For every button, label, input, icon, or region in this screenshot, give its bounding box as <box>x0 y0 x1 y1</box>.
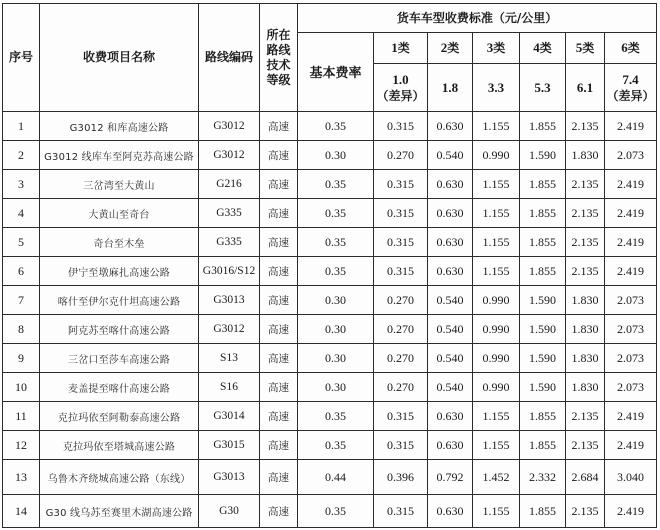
cell-route-code: S16 <box>199 373 260 402</box>
cell-class-1: 0.270 <box>374 344 428 373</box>
cell-route-code: G3013 <box>199 460 260 495</box>
cell-class-6: 2.419 <box>605 431 657 460</box>
cell-class-3: 1.452 <box>473 460 520 495</box>
cell-class-3: 1.155 <box>473 170 520 199</box>
cell-road-grade: 高速 <box>260 286 298 315</box>
cell-base-rate: 0.30 <box>298 286 374 315</box>
cell-class-2: 0.792 <box>428 460 473 495</box>
cell-base-rate: 0.35 <box>298 112 374 141</box>
cell-class-4: 1.590 <box>520 141 566 170</box>
cell-road-grade: 高速 <box>260 141 298 170</box>
cell-class-3: 0.990 <box>473 286 520 315</box>
cell-class-1: 0.270 <box>374 373 428 402</box>
header-class-1-rate <box>374 64 428 112</box>
cell-class-1: 0.270 <box>374 315 428 344</box>
cell-route-code: G3012 <box>199 315 260 344</box>
cell-class-2: 0.630 <box>428 402 473 431</box>
table-row <box>3 402 657 431</box>
cell-route-code: G3012 <box>199 141 260 170</box>
cell-class-3: 1.155 <box>473 257 520 286</box>
cell-class-3: 0.990 <box>473 315 520 344</box>
cell-route-code: G216 <box>199 170 260 199</box>
header-road-grade-line: 等级 <box>266 72 291 87</box>
cell-class-6: 2.073 <box>605 141 657 170</box>
header-standard-title: 货车车型收费标准（元/公里） <box>298 4 657 33</box>
cell-class-2: 0.540 <box>428 373 473 402</box>
cell-class-5: 1.830 <box>566 344 605 373</box>
cell-project-name: 阿克苏至喀什高速公路 <box>40 315 199 344</box>
cell-base-rate: 0.35 <box>298 402 374 431</box>
cell-class-2: 0.630 <box>428 257 473 286</box>
cell-project-name: 乌鲁木齐绕城高速公路（东线） <box>40 460 199 495</box>
cell-class-6: 2.073 <box>605 286 657 315</box>
cell-class-1: 0.270 <box>374 286 428 315</box>
header-class-5-rate: 6.1 <box>566 64 605 112</box>
cell-class-2: 0.540 <box>428 344 473 373</box>
cell-base-rate: 0.30 <box>298 141 374 170</box>
cell-class-5: 1.830 <box>566 141 605 170</box>
cell-class-4: 1.855 <box>520 228 566 257</box>
cell-base-rate: 0.35 <box>298 170 374 199</box>
header-road-grade <box>260 4 298 112</box>
cell-route-code: G3013 <box>199 286 260 315</box>
header-route-code: 路线编码 <box>199 4 260 112</box>
header-project-name: 收费项目名称 <box>40 4 199 112</box>
class-unit: 类 <box>493 41 506 55</box>
cell-route-code: G3016/S12 <box>199 257 260 286</box>
table-row <box>3 315 657 344</box>
cell-project-name: 三岔口至莎车高速公路 <box>40 344 199 373</box>
cell-class-4: 1.590 <box>520 373 566 402</box>
cell-project-name: 三岔湾至大黄山 <box>40 170 199 199</box>
class-rate-value: 1.0 <box>392 71 409 87</box>
cell-road-grade: 高速 <box>260 257 298 286</box>
cell-class-1: 0.315 <box>374 431 428 460</box>
header-class-6-rate <box>605 64 657 112</box>
table-row <box>3 495 657 528</box>
cell-seq: 8 <box>3 315 40 344</box>
cell-class-6: 2.419 <box>605 199 657 228</box>
class-number: 4 <box>533 40 540 55</box>
cell-project-name: 奇台至木垒 <box>40 228 199 257</box>
cell-class-6: 2.073 <box>605 373 657 402</box>
class-number: 6 <box>621 40 628 55</box>
header-base-rate: 基本费率 <box>298 33 374 112</box>
cell-route-code: G335 <box>199 199 260 228</box>
cell-seq: 2 <box>3 141 40 170</box>
cell-project-name: 伊宁至墩麻扎高速公路 <box>40 257 199 286</box>
cell-class-3: 0.990 <box>473 344 520 373</box>
cell-base-rate: 0.35 <box>298 257 374 286</box>
header-row-top <box>3 4 657 33</box>
cell-class-2: 0.630 <box>428 170 473 199</box>
cell-seq: 7 <box>3 286 40 315</box>
cell-class-3: 1.155 <box>473 228 520 257</box>
cell-class-5: 2.135 <box>566 257 605 286</box>
header-class-1 <box>374 33 428 64</box>
cell-project-name: 大黄山至奇台 <box>40 199 199 228</box>
cell-seq: 4 <box>3 199 40 228</box>
cell-class-1: 0.315 <box>374 495 428 528</box>
header-class-5 <box>566 33 605 64</box>
class-number: 3 <box>486 40 494 55</box>
cell-class-1: 0.315 <box>374 228 428 257</box>
cell-project-name: G3012 线库车至阿克苏高速公路 <box>40 141 199 170</box>
table-row <box>3 373 657 402</box>
table-row <box>3 141 657 170</box>
header-road-grade-line: 所在 <box>266 27 291 42</box>
cell-class-1: 0.396 <box>374 460 428 495</box>
cell-base-rate: 0.30 <box>298 373 374 402</box>
table-row <box>3 286 657 315</box>
cell-class-4: 1.590 <box>520 315 566 344</box>
class-rate-note: （差异） <box>606 88 655 103</box>
class-number: 2 <box>440 40 448 55</box>
cell-class-1: 0.315 <box>374 402 428 431</box>
cell-road-grade: 高速 <box>260 344 298 373</box>
table-row <box>3 228 657 257</box>
cell-seq: 10 <box>3 373 40 402</box>
cell-class-2: 0.630 <box>428 431 473 460</box>
cell-project-name: G30 线乌苏至赛里木湖高速公路 <box>40 495 199 528</box>
cell-seq: 14 <box>3 495 40 528</box>
cell-class-1: 0.315 <box>374 170 428 199</box>
cell-base-rate: 0.44 <box>298 460 374 495</box>
header-seq: 序号 <box>3 4 40 112</box>
class-rate-value: 7.4 <box>622 71 639 87</box>
cell-seq: 3 <box>3 170 40 199</box>
cell-road-grade: 高速 <box>260 170 298 199</box>
cell-road-grade: 高速 <box>260 431 298 460</box>
cell-class-3: 1.155 <box>473 199 520 228</box>
cell-base-rate: 0.35 <box>298 495 374 528</box>
table-row <box>3 460 657 495</box>
cell-class-4: 1.590 <box>520 344 566 373</box>
cell-class-3: 0.990 <box>473 373 520 402</box>
cell-base-rate: 0.30 <box>298 344 374 373</box>
cell-class-6: 2.073 <box>605 315 657 344</box>
cell-class-4: 1.855 <box>520 431 566 460</box>
cell-road-grade: 高速 <box>260 495 298 528</box>
cell-class-2: 0.540 <box>428 141 473 170</box>
cell-base-rate: 0.35 <box>298 228 374 257</box>
cell-route-code: G3014 <box>199 402 260 431</box>
cell-class-6: 2.073 <box>605 344 657 373</box>
cell-class-4: 1.855 <box>520 495 566 528</box>
cell-base-rate: 0.30 <box>298 315 374 344</box>
header-road-grade-line: 技术 <box>266 57 291 72</box>
cell-road-grade: 高速 <box>260 228 298 257</box>
header-class-2 <box>428 33 473 64</box>
cell-route-code: G3015 <box>199 431 260 460</box>
cell-road-grade: 高速 <box>260 315 298 344</box>
cell-class-6: 2.419 <box>605 228 657 257</box>
cell-class-6: 2.419 <box>605 402 657 431</box>
cell-class-4: 1.855 <box>520 402 566 431</box>
cell-class-1: 0.315 <box>374 199 428 228</box>
class-number: 5 <box>575 40 583 55</box>
cell-class-4: 1.855 <box>520 257 566 286</box>
cell-project-name: 克拉玛依至阿勒泰高速公路 <box>40 402 199 431</box>
table-row <box>3 257 657 286</box>
cell-class-5: 2.135 <box>566 199 605 228</box>
table-body <box>3 112 657 528</box>
cell-class-5: 2.135 <box>566 112 605 141</box>
class-unit: 类 <box>539 41 552 55</box>
cell-class-2: 0.630 <box>428 495 473 528</box>
cell-class-2: 0.540 <box>428 315 473 344</box>
header-class-4-rate: 5.3 <box>520 64 566 112</box>
cell-class-5: 2.135 <box>566 228 605 257</box>
table-row <box>3 112 657 141</box>
cell-class-5: 2.684 <box>566 460 605 495</box>
cell-class-4: 1.855 <box>520 112 566 141</box>
cell-road-grade: 高速 <box>260 402 298 431</box>
cell-seq: 1 <box>3 112 40 141</box>
cell-seq: 5 <box>3 228 40 257</box>
cell-project-name: 麦盖提至喀什高速公路 <box>40 373 199 402</box>
class-unit: 类 <box>627 41 640 55</box>
cell-class-1: 0.315 <box>374 112 428 141</box>
table-header <box>3 4 657 112</box>
header-class-3-rate: 3.3 <box>473 64 520 112</box>
cell-class-5: 2.135 <box>566 495 605 528</box>
cell-class-6: 2.419 <box>605 257 657 286</box>
cell-route-code: G335 <box>199 228 260 257</box>
class-unit: 类 <box>447 41 460 55</box>
cell-seq: 6 <box>3 257 40 286</box>
cell-class-6: 2.419 <box>605 112 657 141</box>
cell-class-5: 1.830 <box>566 373 605 402</box>
cell-class-6: 3.040 <box>605 460 657 495</box>
cell-class-2: 0.540 <box>428 286 473 315</box>
cell-seq: 9 <box>3 344 40 373</box>
cell-seq: 12 <box>3 431 40 460</box>
table-row <box>3 344 657 373</box>
toll-standard-table <box>2 3 657 528</box>
class-unit: 类 <box>397 41 410 55</box>
cell-class-5: 2.135 <box>566 431 605 460</box>
cell-class-5: 2.135 <box>566 402 605 431</box>
cell-seq: 13 <box>3 460 40 495</box>
cell-class-5: 1.830 <box>566 286 605 315</box>
class-rate-note: （差异） <box>376 88 425 103</box>
cell-project-name: 克拉玛依至塔城高速公路 <box>40 431 199 460</box>
header-class-4 <box>520 33 566 64</box>
cell-road-grade: 高速 <box>260 199 298 228</box>
header-class-3 <box>473 33 520 64</box>
cell-road-grade: 高速 <box>260 373 298 402</box>
cell-road-grade: 高速 <box>260 460 298 495</box>
cell-project-name: 喀什至伊尔克什坦高速公路 <box>40 286 199 315</box>
cell-route-code: G30 <box>199 495 260 528</box>
table-row <box>3 199 657 228</box>
cell-seq: 11 <box>3 402 40 431</box>
cell-base-rate: 0.35 <box>298 431 374 460</box>
cell-class-3: 1.155 <box>473 495 520 528</box>
header-class-6 <box>605 33 657 64</box>
cell-class-3: 1.155 <box>473 431 520 460</box>
class-number: 1 <box>391 40 398 55</box>
cell-road-grade: 高速 <box>260 112 298 141</box>
cell-class-2: 0.630 <box>428 112 473 141</box>
cell-class-5: 1.830 <box>566 315 605 344</box>
cell-class-4: 1.590 <box>520 286 566 315</box>
cell-class-3: 1.155 <box>473 402 520 431</box>
class-unit: 类 <box>582 41 595 55</box>
cell-class-4: 1.855 <box>520 170 566 199</box>
cell-class-6: 2.419 <box>605 170 657 199</box>
cell-class-6: 2.419 <box>605 495 657 528</box>
cell-class-3: 1.155 <box>473 112 520 141</box>
cell-class-3: 0.990 <box>473 141 520 170</box>
cell-class-1: 0.315 <box>374 257 428 286</box>
table-row <box>3 170 657 199</box>
header-class-2-rate: 1.8 <box>428 64 473 112</box>
cell-base-rate: 0.35 <box>298 199 374 228</box>
cell-class-5: 2.135 <box>566 170 605 199</box>
cell-class-2: 0.630 <box>428 199 473 228</box>
cell-class-4: 1.855 <box>520 199 566 228</box>
cell-route-code: S13 <box>199 344 260 373</box>
cell-project-name: G3012 和库高速公路 <box>40 112 199 141</box>
cell-class-2: 0.630 <box>428 228 473 257</box>
table-row <box>3 431 657 460</box>
cell-route-code: G3012 <box>199 112 260 141</box>
cell-class-1: 0.270 <box>374 141 428 170</box>
cell-class-4: 2.332 <box>520 460 566 495</box>
header-road-grade-line: 路线 <box>266 42 291 57</box>
